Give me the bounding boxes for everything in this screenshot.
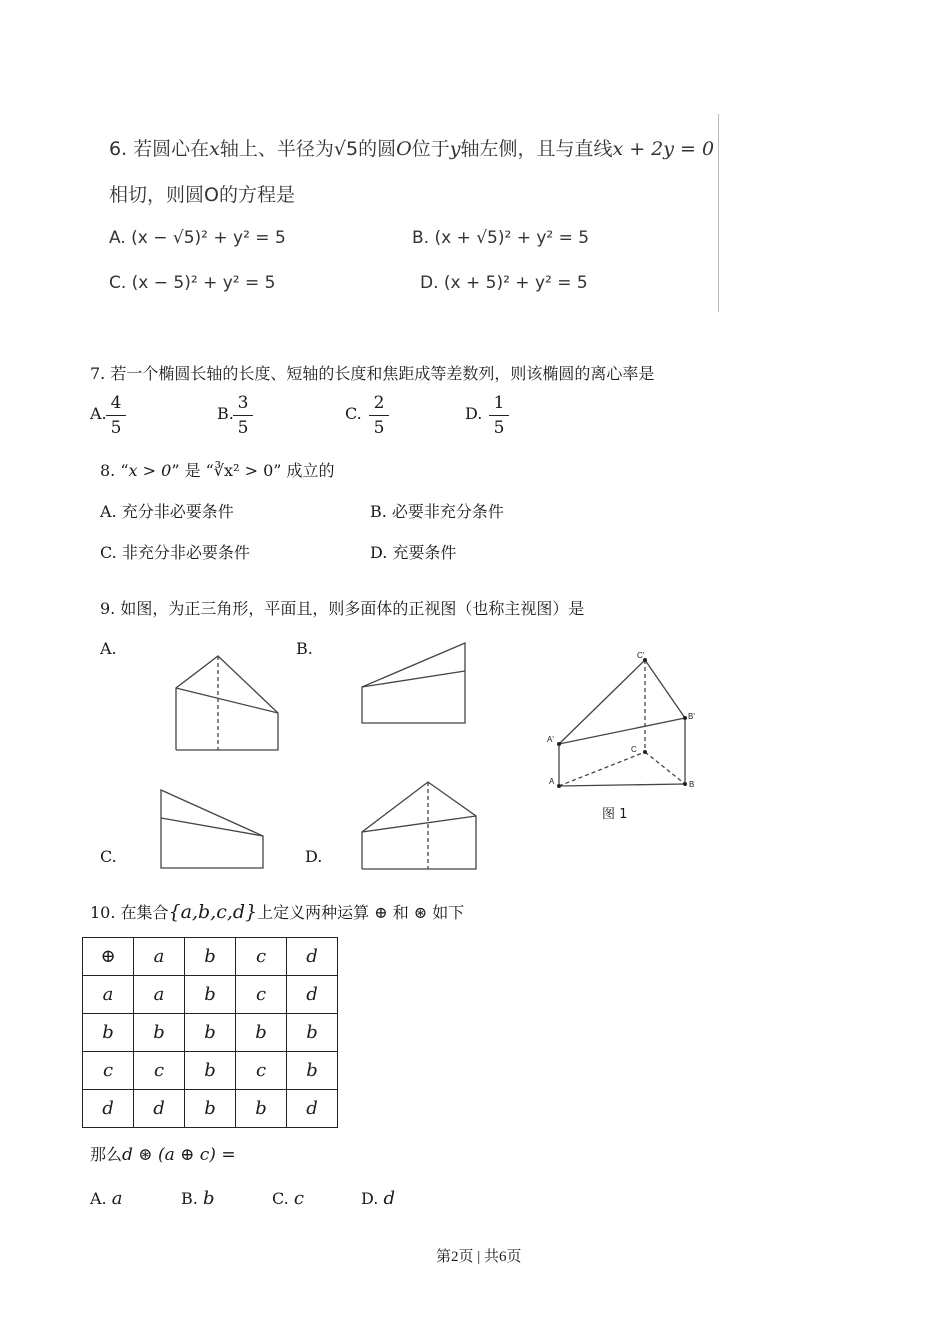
q6-line1 — [109, 134, 714, 161]
table-cell: d — [287, 938, 338, 976]
q9-option-d-view[interactable] — [357, 777, 482, 875]
q6-sqrt5: √5 — [333, 138, 359, 160]
figure-caption: 图 1 — [602, 807, 628, 822]
q10-question — [90, 1142, 236, 1165]
table-cell: b — [185, 1090, 236, 1128]
q6-line2: 相切，则圆O的方程是 — [109, 184, 295, 206]
q9-option-a-label[interactable]: A. — [100, 639, 117, 658]
q10-intro — [90, 900, 464, 923]
q6-option-a[interactable]: A. (x − √5)² + y² = 5 — [109, 228, 286, 248]
table-cell: d — [287, 1090, 338, 1128]
table-row — [83, 1090, 338, 1128]
q7-option-d-label[interactable]: D. — [465, 404, 483, 423]
q10-text: 上定义两种运算 ⊕ 和 ⊛ 如下 — [257, 903, 465, 922]
table-cell: d — [83, 1090, 134, 1128]
q9-option-c-label[interactable]: C. — [100, 847, 117, 866]
q6-text: 轴左侧，且与直线 — [460, 138, 613, 160]
table-cell: ⊕ — [83, 938, 134, 976]
table-cell: b — [134, 1014, 185, 1052]
operation-table — [82, 937, 338, 1128]
q10-option-d[interactable] — [361, 1188, 395, 1209]
vertex-label-a: A — [549, 777, 555, 786]
fraction-bar — [489, 415, 509, 416]
table-row — [83, 1052, 338, 1090]
table-cell: c — [236, 976, 287, 1014]
table-cell: d — [287, 976, 338, 1014]
table-cell: b — [236, 1014, 287, 1052]
table-cell: a — [83, 976, 134, 1014]
q8-text: 8. “ — [100, 461, 129, 480]
fraction-bar — [233, 415, 253, 416]
q10-option-a[interactable] — [90, 1188, 122, 1209]
q9-option-b-view[interactable] — [355, 637, 470, 729]
numerator: 1 — [493, 393, 505, 413]
q6-text: 位于 — [411, 138, 450, 160]
fraction-bar — [106, 415, 126, 416]
table-cell: b — [287, 1052, 338, 1090]
table-cell: b — [185, 1014, 236, 1052]
q7-option-a-label[interactable]: A. — [90, 404, 107, 423]
option-label: D. — [361, 1189, 379, 1208]
option-value: b — [202, 1188, 215, 1209]
q7-option-d-fraction[interactable] — [489, 392, 509, 439]
table-cell: c — [236, 938, 287, 976]
table-cell: b — [185, 1052, 236, 1090]
table-cell: c — [83, 1052, 134, 1090]
q8-option-d[interactable]: D. 充要条件 — [370, 543, 457, 562]
denominator: 5 — [110, 418, 122, 438]
q6-option-b[interactable]: B. (x + √5)² + y² = 5 — [412, 228, 590, 248]
vertex-label-b-prime: B' — [688, 712, 695, 721]
q7-option-a-fraction[interactable] — [106, 392, 126, 439]
option-label: A. — [90, 1189, 107, 1208]
table-cell: b — [83, 1014, 134, 1052]
q9-option-c-view[interactable] — [155, 784, 270, 874]
q10-option-c[interactable] — [272, 1188, 304, 1209]
q9-option-a-view[interactable] — [170, 650, 285, 756]
q6-text: 轴上、半径为 — [219, 138, 334, 160]
q8-question — [100, 458, 335, 481]
q9-option-d-label[interactable]: D. — [305, 847, 323, 866]
q8-condition-2: ∛x² > 0 — [213, 461, 274, 480]
option-label: C. — [272, 1189, 289, 1208]
q10-set: {a,b,c,d} — [168, 901, 258, 923]
table-row — [83, 938, 338, 976]
q10-option-b[interactable] — [181, 1188, 214, 1209]
vertex-label-c: C — [631, 745, 637, 754]
denominator: 5 — [493, 418, 505, 438]
table-cell: c — [236, 1052, 287, 1090]
q6-line-equation: x + 2y = 0 — [612, 138, 715, 160]
vertex-label-b: B — [689, 780, 695, 789]
q6-option-d[interactable]: D. (x + 5)² + y² = 5 — [420, 273, 588, 293]
table-row — [83, 1014, 338, 1052]
table-row — [83, 976, 338, 1014]
table-cell: c — [134, 1052, 185, 1090]
q7-option-b-fraction[interactable] — [233, 392, 253, 439]
q6-text: 6. 若圆心在 — [109, 138, 210, 160]
q8-option-a[interactable]: A. 充分非必要条件 — [100, 502, 234, 521]
q9-option-b-label[interactable]: B. — [296, 639, 313, 658]
option-value: c — [293, 1188, 304, 1209]
q10-text: 10. 在集合 — [90, 903, 169, 922]
page-footer: 第2页 | 共6页 — [436, 1249, 522, 1265]
table-cell: a — [134, 938, 185, 976]
q8-text: ” 是 “ — [171, 461, 214, 480]
q6-text: 的圆 — [358, 138, 397, 160]
denominator: 5 — [373, 418, 385, 438]
q9-question: 9. 如图，为正三角形，平面且，则多面体的正视图（也称主视图）是 — [100, 599, 585, 618]
table-cell: a — [134, 976, 185, 1014]
option-value: d — [383, 1188, 395, 1209]
table-cell: b — [185, 938, 236, 976]
q7-option-c-label[interactable]: C. — [345, 404, 362, 423]
scan-edge-line — [718, 114, 719, 312]
q8-condition-1: x > 0 — [128, 461, 172, 480]
q9-figure-1 — [538, 648, 708, 798]
option-label: B. — [181, 1189, 198, 1208]
table-cell: b — [185, 976, 236, 1014]
q7-option-c-fraction[interactable] — [369, 392, 389, 439]
q10-text: 那么 — [90, 1145, 123, 1164]
numerator: 3 — [237, 393, 249, 413]
vertex-label-a-prime: A' — [547, 735, 554, 744]
table-cell: d — [134, 1090, 185, 1128]
q8-text: ” 成立的 — [273, 461, 335, 480]
q6-option-c[interactable]: C. (x − 5)² + y² = 5 — [109, 273, 276, 293]
q8-option-b[interactable]: B. 必要非充分条件 — [370, 502, 504, 521]
vertex-label-c-prime: C' — [637, 651, 645, 660]
numerator: 2 — [373, 393, 385, 413]
fraction-bar — [369, 415, 389, 416]
q7-option-b-label[interactable]: B. — [217, 404, 234, 423]
q7-question: 7. 若一个椭圆长轴的长度、短轴的长度和焦距成等差数列，则该椭圆的离心率是 — [90, 364, 655, 383]
q10-expression: d ⊛ (a ⊕ c) = — [122, 1145, 236, 1165]
q8-option-c[interactable]: C. 非充分非必要条件 — [100, 543, 250, 562]
q6-var-x: x — [209, 138, 220, 160]
q6-var-O: O — [396, 138, 412, 160]
table-cell: b — [236, 1090, 287, 1128]
denominator: 5 — [237, 418, 249, 438]
option-value: a — [111, 1188, 123, 1209]
numerator: 4 — [110, 393, 122, 413]
q6-var-y: y — [449, 138, 461, 160]
table-cell: b — [287, 1014, 338, 1052]
